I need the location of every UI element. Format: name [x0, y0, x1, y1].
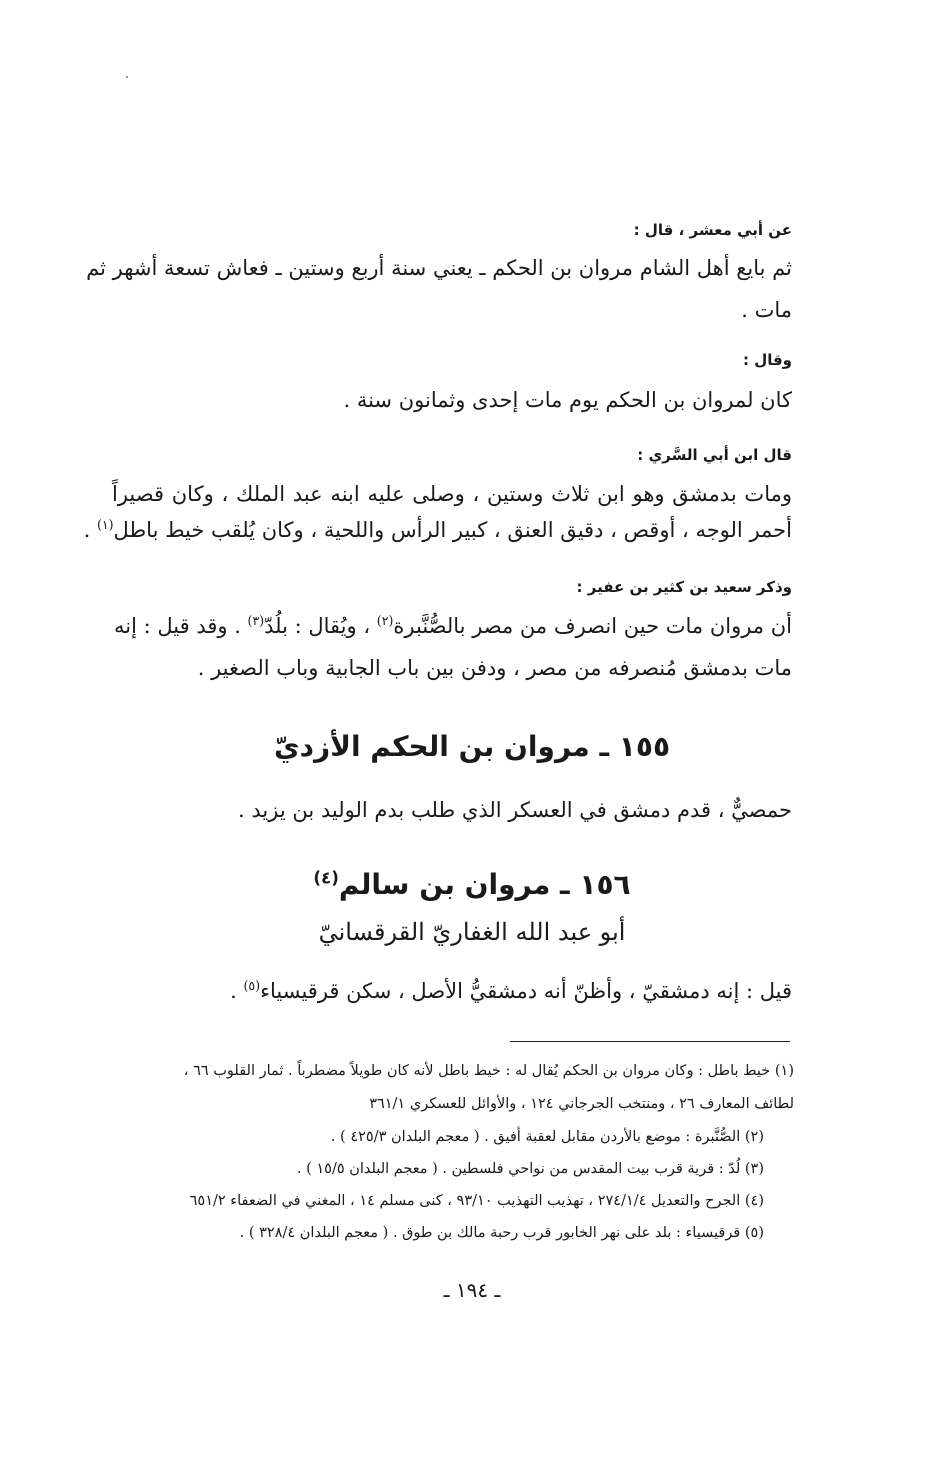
footnote-ref[interactable]: (١) — [96, 517, 114, 532]
footnote: (٢) الصُّنَّبرة : موضع بالأردن مقابل لعقبة أفيق . ( معجم البلدان ٤٢٥/٣ ) . — [330, 1129, 764, 1145]
entry-text: حمصيٌّ ، قدم دمشق في العسكر الذي طلب بدم الوليد بن يزيد . — [238, 798, 792, 822]
footnote-ref[interactable]: (٢) — [376, 613, 394, 628]
footnote-ref[interactable]: (٣) — [247, 613, 265, 628]
narrator-line: عن أبي معشر ، قال : — [633, 221, 792, 239]
footnote-ref[interactable]: (٤) — [313, 867, 339, 888]
paragraph-line: مات بدمشق مُنصرفه من مصر ، ودفن بين باب الجابية وباب الصغير . — [197, 656, 792, 680]
footnote-separator — [510, 1041, 790, 1042]
footnote: (١) خيط باطل : وكان مروان بن الحكم يُقال له : خيط باطل لأنه كان طويلاً مضطرباً . ثمار القلوب ٦٦ ، — [183, 1063, 794, 1079]
entry-text: قيل : إنه دمشقيّ ، وأظنّ أنه دمشقيُّ الأصل ، سكن قرقيسياء$^{(٥)}$ . — [230, 978, 792, 1003]
entry-title: ١٥٦ ـ مروان بن سالم$^{(٤)}$ — [313, 867, 631, 901]
paragraph-line: أحمر الوجه ، أوقص ، دقيق العنق ، كبير الرأس واللحية ، وكان يُلقب خيط باطل$^{(١)}$ . — [83, 517, 792, 542]
scan-speck — [126, 76, 128, 78]
footnote: (٣) لُدّ : قرية قرب بيت المقدس من نواحي فلسطين . ( معجم البلدان ١٥/٥ ) . — [296, 1161, 764, 1177]
narrator-line: وقال : — [742, 351, 792, 369]
paragraph-line: مات . — [741, 298, 792, 322]
page-number: ـ ١٩٤ ـ — [443, 1278, 501, 1302]
paragraph-line: كان لمروان بن الحكم يوم مات إحدى وثمانون سنة . — [343, 388, 792, 412]
paragraph-line: ثم بايع أهل الشام مروان بن الحكم ـ يعني سنة أربع وستين ـ فعاش تسعة أشهر ثم — [86, 256, 792, 280]
entry-subtitle: أبو عبد الله الغفاريّ القرقسانيّ — [318, 918, 626, 946]
narrator-line: وذكر سعيد بن كثير بن عفير : — [576, 578, 792, 596]
paragraph-line: ومات بدمشق وهو ابن ثلاث وستين ، وصلى عليه ابنه عبد الملك ، وكان قصيراً — [112, 482, 792, 506]
footnote: لطائف المعارف ٢٦ ، ومنتخب الجرجاني ١٢٤ ، والأوائل للعسكري ٣٦١/١ — [369, 1096, 794, 1112]
entry-title: ١٥٥ ـ مروان بن الحكم الأزديّ — [273, 730, 671, 763]
paragraph-line: أن مروان مات حين انصرف من مصر بالصُّنَّبرة$^{(٢)}$ ، ويُقال : بلُدّ$^{(٣)}$ . وقد قيل : إنه — [114, 613, 792, 638]
footnote: (٤) الجرح والتعديل ٢٧٤/١/٤ ، تهذيب التهذيب ٩٣/١٠ ، كنى مسلم ١٤ ، المغني في الضعفاء ٦٥١/٢ — [189, 1193, 764, 1209]
narrator-line: قال ابن أبي السَّري : — [637, 446, 792, 464]
footnote-ref[interactable]: (٥) — [243, 978, 261, 993]
footnote: (٥) قرقيسياء : بلد على نهر الخابور قرب رحبة مالك بن طوق . ( معجم البلدان ٣٢٨/٤ ) . — [239, 1225, 764, 1241]
